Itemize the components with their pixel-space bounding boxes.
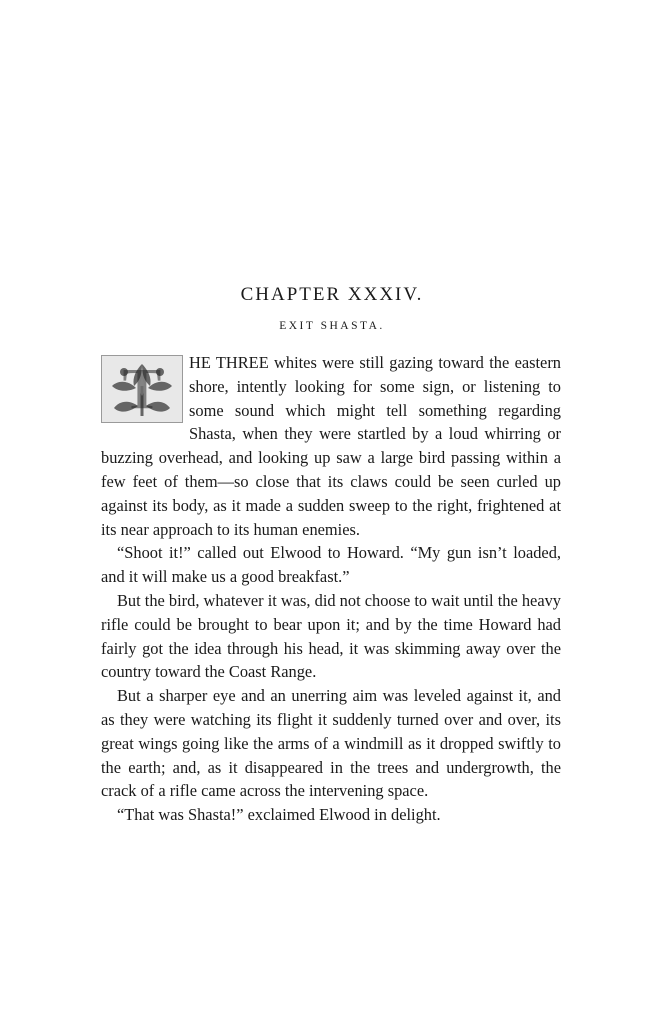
paragraph-4: But a sharper eye and an unerring aim was leveled against it, and as they were watching its flight it suddenly turned over and over, its great wings going like the arms of a windmill as it dropped swiftly to the earth; and, as it disappeared in the trees and undergrowth, the crack of a rifle came across the intervening space. [101,686,561,801]
paragraph-text: whites were still gazing toward the eastern shore, intently looking for some sign, or listening to some sound which might tell something regarding Shasta, when they were startled by a loud whirring or buzzing overhead, and looking up saw a large bird passing within a few feet of them—so close that its claws could be seen curled up against its body, as it made a sudden sweep to the right, frightened at its near approach to its human enemies. [101,353,561,539]
ornamental-initial-icon [101,355,183,423]
chapter-title: CHAPTER XXXIV. [240,284,424,305]
paragraph-lead: HE THREE [189,353,269,372]
chapter-body [101,351,561,827]
paragraph-3: But the bird, whatever it was, did not choose to wait until the heavy rifle could be brought to bear upon it; and by the time Howard had fairly got the idea through his head, it was skimming away over the country toward the Coast Range. [101,590,561,682]
paragraph-5: “That was Shasta!” exclaimed Elwood in delight. [117,805,441,825]
chapter-subtitle: EXIT SHASTA. [279,320,385,332]
paragraph-1 [101,351,561,541]
drop-cap-letter: T [122,356,162,421]
paragraph-2: “Shoot it!” called out Elwood to Howard. “My gun isn’t loaded, and it will make us a good breakfast.” [101,543,561,587]
